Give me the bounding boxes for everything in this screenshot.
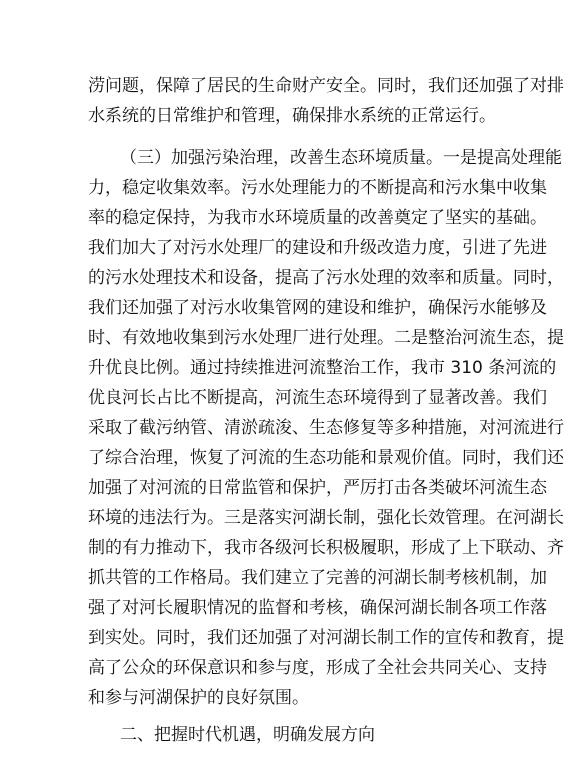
line-text: 到实处。同时，我们还加强了对河湖长制工作的宣传和教育，提	[88, 628, 564, 648]
line-text: 优良河长占比不断提高，河流生态环境得到了显著改善。我们	[88, 388, 547, 408]
line-text: 率的稳定保持，为我市水环境质量的改善奠定了坚实的基础。	[88, 208, 547, 228]
text-line	[0, 413, 586, 443]
line-text: 加强了对河流的日常监管和保护，严厉打击各类破坏河流生态	[88, 478, 547, 498]
line-text: 我们还加强了对污水收集管网的建设和维护，确保污水能够及	[88, 298, 547, 318]
text-line	[0, 143, 586, 173]
text-line	[0, 323, 586, 353]
line-text: 环境的违法行为。三是落实河湖长制，强化长效管理。在河湖长	[88, 508, 564, 528]
line-text: 的污水处理技术和设备，提高了污水处理的效率和质量。同时，	[88, 268, 564, 288]
line-text: 力，稳定收集效率。污水处理能力的不断提高和污水集中收集	[88, 178, 547, 198]
text-line	[0, 353, 586, 383]
line-text: 高了公众的环保意识和参与度，形成了全社会共同关心、支持	[88, 658, 547, 678]
text-line	[0, 173, 586, 203]
text-line	[0, 563, 586, 593]
text-line	[0, 443, 586, 473]
text-line	[0, 263, 586, 293]
text-line	[0, 653, 586, 683]
text-line	[0, 623, 586, 653]
line-text: 采取了截污纳管、清淤疏浚、生态修复等多种措施，对河流进行	[88, 418, 564, 438]
text-line	[0, 101, 586, 131]
text-line	[0, 473, 586, 503]
text-line	[0, 71, 586, 101]
text-line	[0, 383, 586, 413]
line-text: 制的有力推动下，我市各级河长积极履职，形成了上下联动、齐	[88, 538, 564, 558]
text-line	[0, 233, 586, 263]
text-line	[0, 683, 586, 713]
text-line	[0, 203, 586, 233]
line-text: 时、有效地收集到污水处理厂进行处理。二是整治河流生态，提	[88, 328, 564, 348]
line-text: 和参与河湖保护的良好氛围。	[88, 688, 309, 708]
line-text: 涝问题，保障了居民的生命财产安全。同时，我们还加强了对排	[88, 76, 564, 96]
text-line	[0, 533, 586, 563]
line-text: 强了对河长履职情况的监督和考核，确保河湖长制各项工作落	[88, 598, 547, 618]
text-line	[0, 503, 586, 533]
text-line	[0, 593, 586, 623]
heading-text: 二、把握时代机遇，明确发展方向	[120, 725, 375, 745]
line-text: 升优良比例。通过持续推进河流整治工作，我市 310 条河流的	[88, 358, 557, 378]
line-text: 抓共管的工作格局。我们建立了完善的河湖长制考核机制，加	[88, 568, 547, 588]
text-line	[0, 293, 586, 323]
line-text: （三）加强污染治理，改善生态环境质量。一是提高处理能	[120, 148, 562, 168]
line-text: 我们加大了对污水处理厂的建设和升级改造力度，引进了先进	[88, 238, 547, 258]
line-text: 水系统的日常维护和管理，确保排水系统的正常运行。	[88, 106, 496, 126]
section-heading	[0, 720, 586, 750]
line-text: 了综合治理，恢复了河流的生态功能和景观价值。同时，我们还	[88, 448, 564, 468]
